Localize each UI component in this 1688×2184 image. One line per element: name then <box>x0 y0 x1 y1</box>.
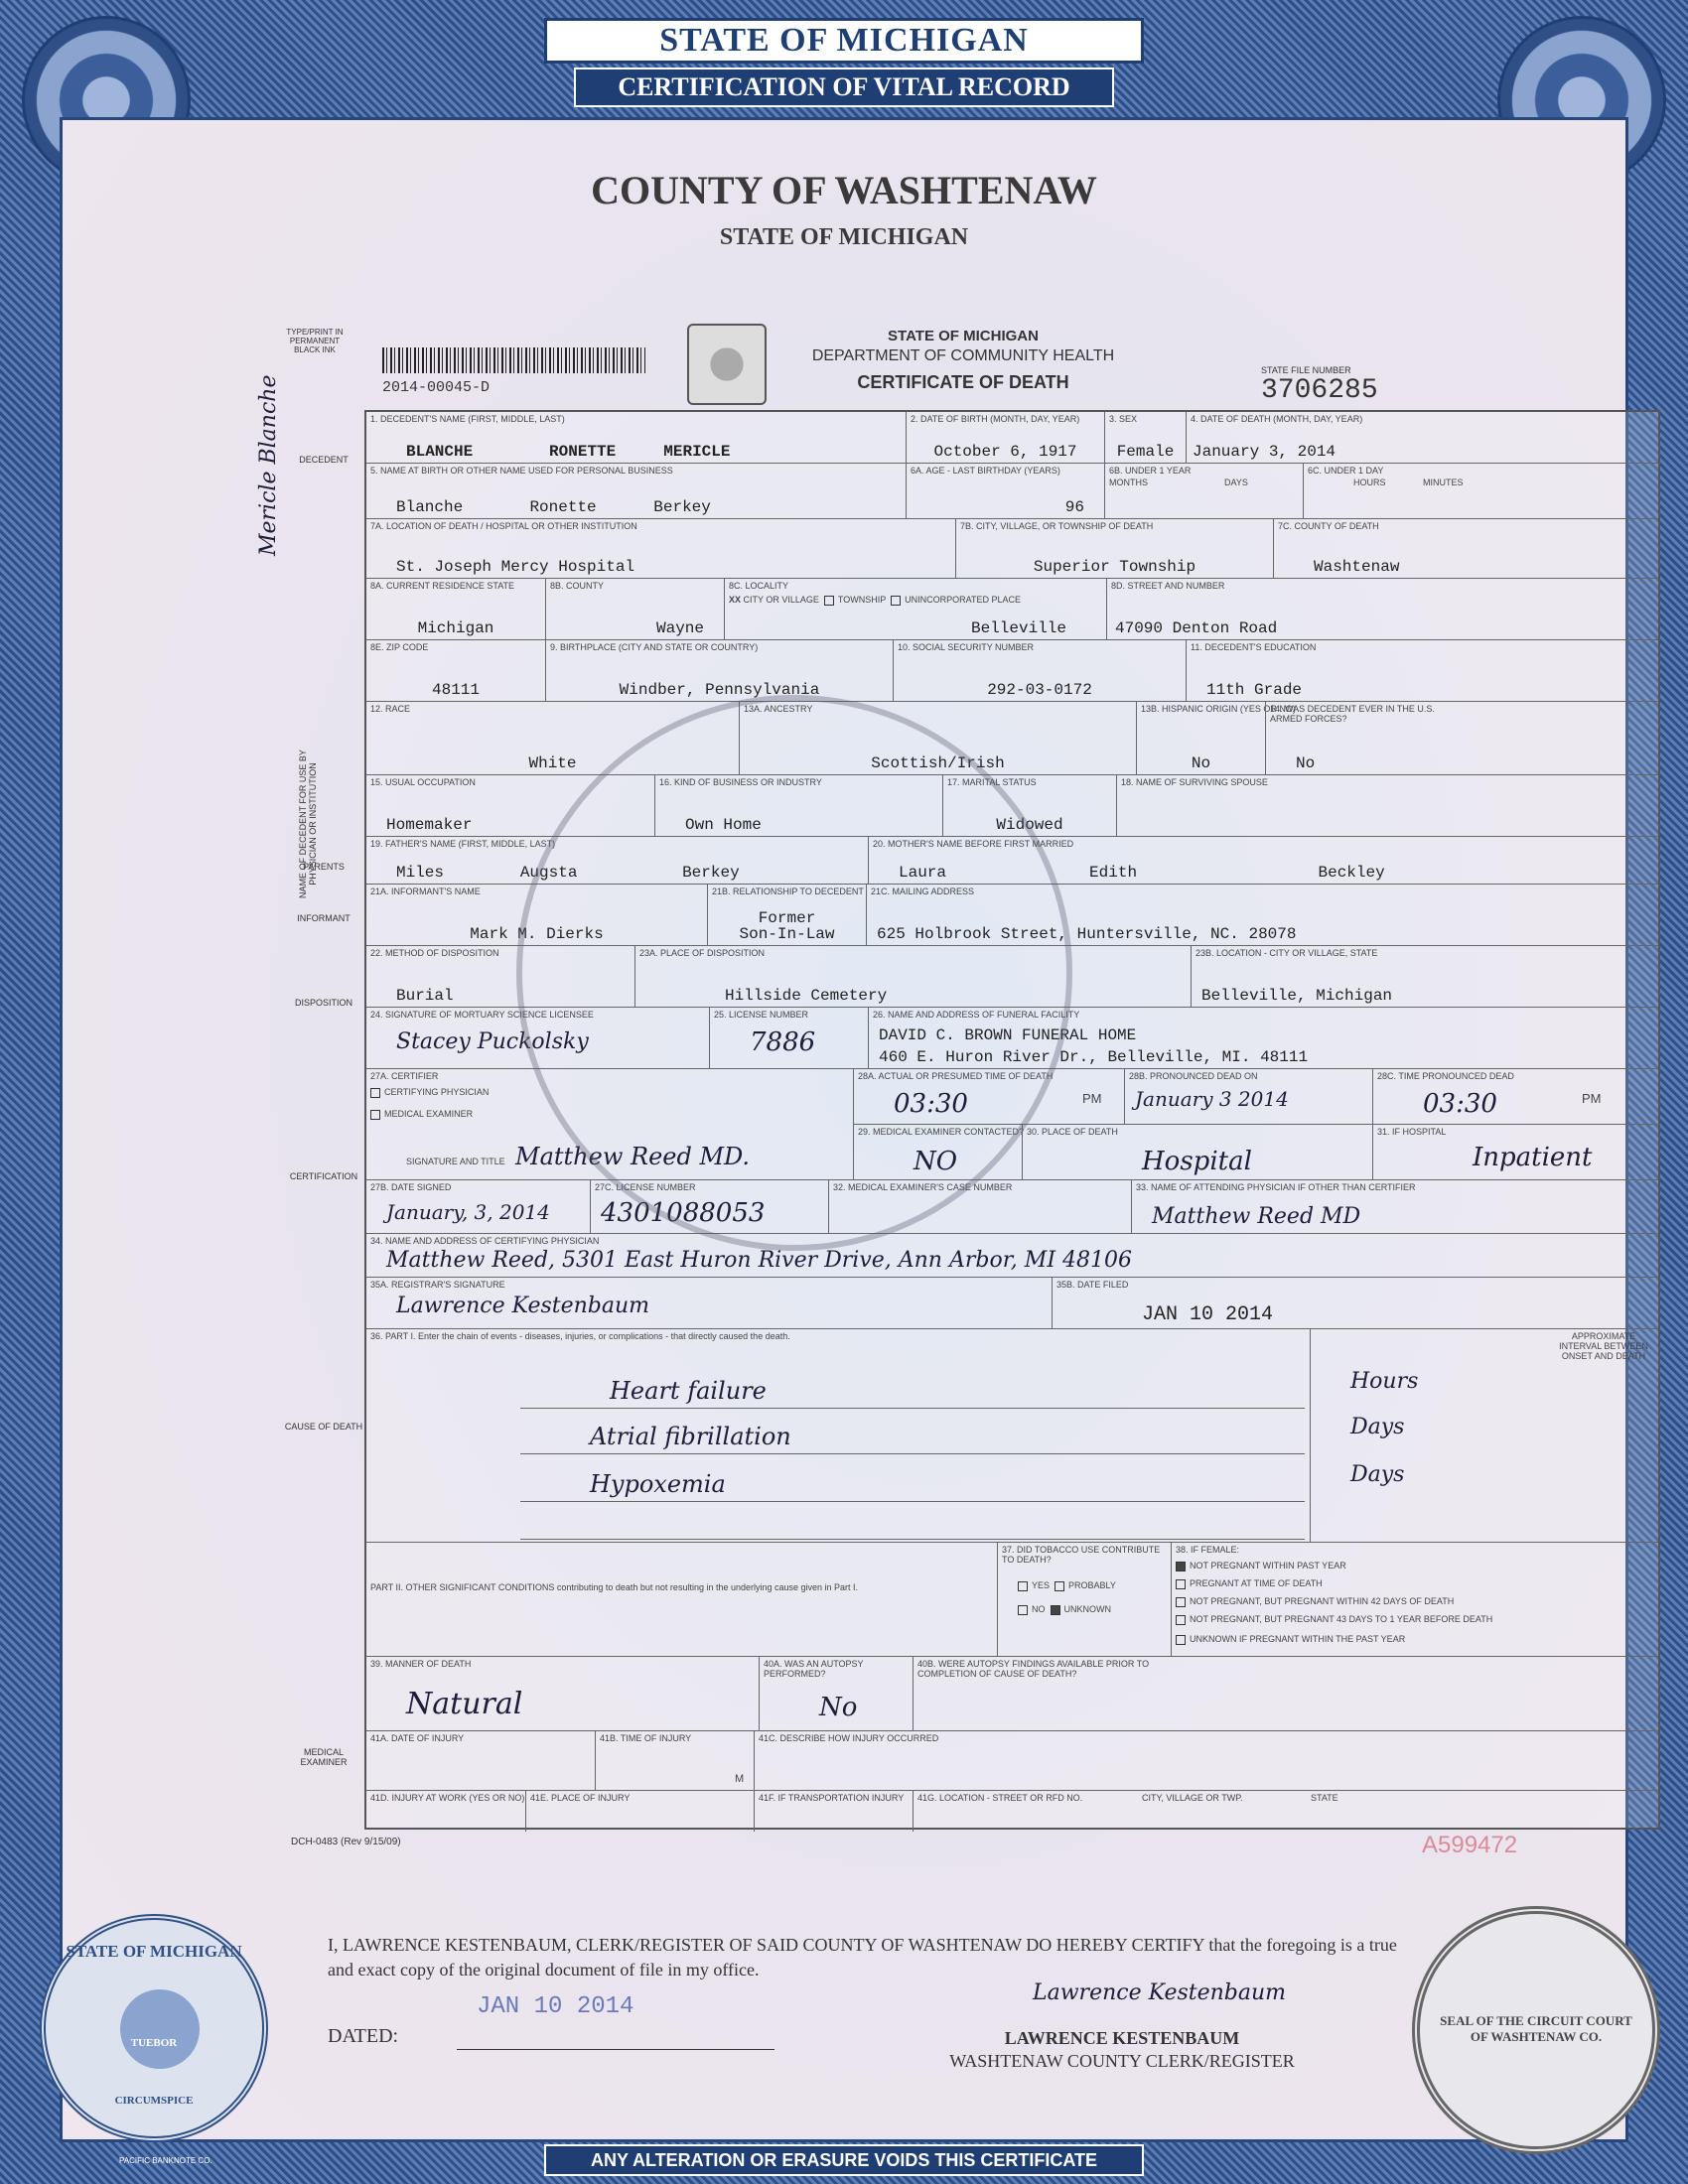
state-seal <box>40 1914 268 2142</box>
court-seal-text: SEAL OF THE CIRCUIT COURT OF WASHTENAW CO. <box>1440 2013 1632 2044</box>
checkbox-female-4[interactable] <box>1176 1615 1186 1625</box>
armed-forces-value: No <box>1296 754 1316 772</box>
section-parents: PARENTS <box>303 862 345 872</box>
checkbox-medical-examiner[interactable] <box>370 1110 380 1120</box>
form-row: 12. RACE White 13A. ANCESTRY Scottish/Irish 13B. HISPANIC ORIGIN (YES OR NO) No 14. WAS DECEDENT EVER IN THE U.S. ARMED FORCES? No <box>366 702 1658 775</box>
checkbox-female-3[interactable] <box>1176 1597 1186 1607</box>
residence-state-value: Michigan <box>417 619 494 637</box>
section-name-of-decedent: NAME OF DECEDENT FOR USE BY PHYSICIAN OR INSTITUTION <box>298 750 318 898</box>
local-number: 2014-00045-D <box>382 379 491 396</box>
locality-mark: XX <box>729 595 742 605</box>
form-row: 8A. CURRENT RESIDENCE STATE Michigan 8B. COUNTY Wayne 8C. LOCALITY XX CITY OR VILLAGE TOWNSHIP UNINCORPORATED PLACE Belleville 8D. STREET AND NUMBER 47090 Denton Road <box>366 579 1658 640</box>
registrar-signature: Lawrence Kestenbaum <box>396 1294 650 1318</box>
form-row: PART II. OTHER SIGNIFICANT CONDITIONS contributing to death but not resulting in the underlying cause given in Part I. 37. DID TOBACCO USE CONTRIBUTE TO DEATH? YES PROBABLY NO UNKNOWN 38. IF FEMALE: NOT PREGNANT WITHIN PAST YEAR PREGNANT AT TIME OF DEATH NOT PREGNANT, BUT PREGNANT WITHIN 42 DAYS OF DEATH NOT PREGNANT, BUT PREGNANT 43 DAYS TO 1 YEAR BEFORE DEATH UNKNOWN IF PREGNANT WITHIN THE PAST YEAR <box>366 1543 1658 1657</box>
pronounced-dead-date: January 3 2014 <box>1135 1087 1289 1111</box>
mortuary-signature: Stacey Puckolsky <box>396 1029 589 1054</box>
race-value: White <box>528 754 577 772</box>
form-row: 22. METHOD OF DISPOSITION Burial 23A. PLACE OF DISPOSITION Hillside Cemetery 23B. LOCATION - CITY OR VILLAGE, STATE Belleville, Michigan <box>366 946 1658 1008</box>
form-row: 21A. INFORMANT'S NAME Mark M. Dierks 21B. RELATIONSHIP TO DECEDENT Former Son-In-Law 21C. MAILING ADDRESS 625 Holbrook Street, Huntersville, NC. 28078 <box>366 885 1658 946</box>
zip-value: 48111 <box>431 681 480 699</box>
checkbox-certifying-physician[interactable] <box>370 1088 380 1098</box>
printer-mark: PACIFIC BANKNOTE CO. <box>119 2156 212 2165</box>
father-last: Berkey <box>682 864 740 882</box>
form-row: 1. DECEDENT'S NAME (FIRST, MIDDLE, LAST) BLANCHE RONETTE MERICLE 2. DATE OF BIRTH (MONTH, DAY, YEAR) October 6, 1917 3. SEX Female 4. DATE OF DEATH (MONTH, DAY, YEAR) January 3, 2014 <box>366 412 1658 464</box>
ssn-value: 292-03-0172 <box>987 681 1092 699</box>
coat-of-arms-icon <box>120 1989 200 2069</box>
state-seal-bottom: CIRCUMSPICE <box>114 2095 194 2107</box>
name-first: BLANCHE <box>406 443 474 461</box>
father-middle: Augsta <box>519 864 578 882</box>
aka-first: Blanche <box>396 498 464 516</box>
aka-middle: Ronette <box>529 498 597 516</box>
funeral-home-name: DAVID C. BROWN FUNERAL HOME <box>879 1026 1137 1044</box>
residence-county-value: Wayne <box>655 619 704 637</box>
name-last: MERICLE <box>663 443 731 461</box>
sex-value: Female <box>1116 443 1175 461</box>
ancestry-value: Scottish/Irish <box>871 754 1005 772</box>
certification-statement: I, LAWRENCE KESTENBAUM, CLERK/REGISTER OF SAID COUNTY OF WASHTENAW DO HEREBY CERTIFY that the foregoing is a true and exact copy of the original document of file in my office. <box>328 1935 1397 1979</box>
form-row: 36. PART I. Enter the chain of events - diseases, injuries, or complications - that directly caused the death. Heart failure Atrial fibrillation Hypoxemia APPROXIMATE INTERVAL BETWEEN ONSET AND DEATH Hours Days Days <box>366 1329 1658 1543</box>
manner-of-death-value: Natural <box>406 1687 523 1721</box>
mother-first: Laura <box>899 864 947 882</box>
checkbox-female-2[interactable] <box>1176 1579 1186 1589</box>
interval-c: Days <box>1350 1462 1405 1487</box>
form-row: 7A. LOCATION OF DEATH / HOSPITAL OR OTHER INSTITUTION St. Joseph Mercy Hospital 7B. CITY, VILLAGE, OR TOWNSHIP OF DEATH Superior Township 7C. COUNTY OF DEATH Washtenaw <box>366 519 1658 579</box>
industry-value: Own Home <box>685 816 762 834</box>
section-medical-examiner: MEDICAL EXAMINER <box>300 1747 348 1767</box>
disposition-place-value: Hillside Cemetery <box>725 987 888 1005</box>
age-value: 96 <box>1064 498 1084 516</box>
dod-value: January 3, 2014 <box>1193 443 1336 461</box>
side-handwritten-note: Mericle Blanche <box>256 374 281 556</box>
ink-note: TYPE/PRINT IN PERMANENT BLACK INK <box>286 328 344 354</box>
county-stamp-icon <box>516 695 1072 1251</box>
date-signed-value: January, 3, 2014 <box>386 1200 550 1224</box>
checkbox[interactable] <box>891 596 901 606</box>
checkbox-tobacco-probably[interactable] <box>1055 1581 1064 1591</box>
date-filed-value: JAN 10 2014 <box>1142 1303 1274 1326</box>
aka-last: Berkey <box>653 498 711 516</box>
relationship-line2: Son-In-Law <box>739 925 835 943</box>
disposition-method-value: Burial <box>396 987 454 1005</box>
dob-value: October 6, 1917 <box>933 443 1077 461</box>
certifier-address-value: Matthew Reed, 5301 East Huron River Drive, Ann Arbor, MI 48106 <box>386 1248 1132 1273</box>
if-hospital-value: Inpatient <box>1473 1143 1593 1172</box>
section-decedent: DECEDENT <box>299 455 349 465</box>
serial-number: A599472 <box>1422 1832 1518 1858</box>
time-pronounced: 03:30 <box>1423 1089 1497 1119</box>
dated-value: JAN 10 2014 <box>477 1993 634 2020</box>
checkbox-tobacco-yes[interactable] <box>1018 1581 1028 1591</box>
form-row: 41D. INJURY AT WORK (YES OR NO) 41E. PLACE OF INJURY 41F. IF TRANSPORTATION INJURY 41G. LOCATION - STREET OR RFD NO. CITY, VILLAGE OR TWP. STATE <box>366 1791 1658 1832</box>
certifier-signature: Matthew Reed MD. <box>515 1143 751 1170</box>
state-title: STATE OF MICHIGAN <box>719 224 969 250</box>
location-value: St. Joseph Mercy Hospital <box>396 558 635 576</box>
form-row: 19. FATHER'S NAME (FIRST, MIDDLE, LAST) Miles Augsta Berkey 20. MOTHER'S NAME BEFORE FIRST MARRIED Laura Edith Beckley <box>366 837 1658 885</box>
dated-label: DATED: <box>328 2025 399 2047</box>
form-row: 39. MANNER OF DEATH Natural 40A. WAS AN AUTOPSY PERFORMED? No 40B. WERE AUTOPSY FINDINGS AVAILABLE PRIOR TO COMPLETION OF CAUSE OF DEATH? <box>366 1657 1658 1731</box>
mother-last: Beckley <box>1318 864 1385 882</box>
informant-value: Mark M. Dierks <box>470 925 604 943</box>
cause-c: Hypoxemia <box>590 1470 726 1498</box>
form-row: 24. SIGNATURE OF MORTUARY SCIENCE LICENSEE Stacey Puckolsky 25. LICENSE NUMBER 7886 26. NAME AND ADDRESS OF FUNERAL FACILITY DAVID C. BROWN FUNERAL HOME 460 E. Huron River Dr., Belleville, MI. 48111 <box>366 1008 1658 1069</box>
place-of-death-value: Hospital <box>1142 1147 1252 1176</box>
mailing-address-value: 625 Holbrook Street, Huntersville, NC. 28078 <box>877 925 1297 943</box>
file-number-label: STATE FILE NUMBER <box>1261 365 1351 375</box>
form-row: 15. USUAL OCCUPATION Homemaker 16. KIND OF BUSINESS OR INDUSTRY Own Home 17. MARITAL STATUS Widowed 18. NAME OF SURVIVING SPOUSE <box>366 775 1658 837</box>
city-of-death-value: Superior Township <box>1033 558 1196 576</box>
clerk-title: WASHTENAW COUNTY CLERK/REGISTER <box>949 2051 1295 2071</box>
interval-b: Days <box>1350 1415 1405 1439</box>
banner-subtitle: CERTIFICATION OF VITAL RECORD <box>574 68 1114 107</box>
form-title: CERTIFICATE OF DEATH <box>857 372 1069 392</box>
form-row: 27B. DATE SIGNED January, 3, 2014 27C. LICENSE NUMBER 4301088053 32. MEDICAL EXAMINER'S CASE NUMBER 33. NAME OF ATTENDING PHYSICIAN IF OTHER THAN CERTIFIER Matthew Reed MD <box>366 1180 1658 1234</box>
form-row: 41A. DATE OF INJURY 41B. TIME OF INJURY M 41C. DESCRIBE HOW INJURY OCCURRED <box>366 1731 1658 1791</box>
mother-middle: Edith <box>1089 864 1138 882</box>
funeral-home-address: 460 E. Huron River Dr., Belleville, MI. 48111 <box>879 1048 1309 1066</box>
birthplace-value: Windber, Pennsylvania <box>619 681 820 699</box>
checkbox-female-5[interactable] <box>1176 1635 1186 1645</box>
clerk-name: LAWRENCE KESTENBAUM <box>1004 2028 1240 2048</box>
cause-a: Heart failure <box>610 1377 767 1405</box>
file-number: 3706285 <box>1261 375 1378 406</box>
hispanic-value: No <box>1191 754 1211 772</box>
license-value: 7886 <box>750 1027 816 1057</box>
father-first: Miles <box>396 864 445 882</box>
autopsy-value: No <box>819 1693 858 1722</box>
form-row: 5. NAME AT BIRTH OR OTHER NAME USED FOR PERSONAL BUSINESS Blanche Ronette Berkey 6A. AGE - LAST BIRTHDAY (YEARS) 96 6B. UNDER 1 YEAR MONTHS DAYS 6C. UNDER 1 DAY HOURS MINUTES <box>366 464 1658 519</box>
form-state: STATE OF MICHIGAN <box>888 328 1039 344</box>
section-informant: INFORMANT <box>297 913 351 923</box>
checkbox-female-1[interactable] <box>1176 1562 1186 1571</box>
interval-a: Hours <box>1350 1369 1419 1394</box>
form-row: 8E. ZIP CODE 48111 9. BIRTHPLACE (CITY AND STATE OR COUNTRY) Windber, Pennsylvania 10. SOCIAL SECURITY NUMBER 292-03-0172 11. DECEDENT'S EDUCATION 11th Grade <box>366 640 1658 702</box>
state-seal-motto: TUEBOR <box>130 2037 178 2049</box>
county-title: COUNTY OF WASHTENAW <box>591 168 1097 212</box>
name-middle: RONETTE <box>549 443 617 461</box>
section-certification: CERTIFICATION <box>289 1171 358 1181</box>
county-of-death-value: Washtenaw <box>1314 558 1400 576</box>
checkbox[interactable] <box>824 596 834 606</box>
form-row: 27A. CERTIFIER CERTIFYING PHYSICIAN MEDICAL EXAMINER SIGNATURE AND TITLE Matthew Reed MD. 28A. ACTUAL OR PRESUMED TIME OF DEATH 03:30 PM 28B. PRONOUNCED DEAD ON January 3 2014 28C. TIME PRONOUNCED DEAD 03:30 PM 29. MEDICAL EXAMINER CONTACTED? NO 30. PLACE OF DEATH Hospital 31. IF HOSPITAL Inpatient <box>366 1069 1658 1180</box>
form-row: 34. NAME AND ADDRESS OF CERTIFYING PHYSICIAN Matthew Reed, 5301 East Huron River Drive, Ann Arbor, MI 48106 <box>366 1234 1658 1278</box>
education-value: 11th Grade <box>1206 681 1303 699</box>
time-of-death: 03:30 <box>894 1089 968 1119</box>
michigan-seal-icon <box>687 324 767 405</box>
attending-physician-value: Matthew Reed MD <box>1152 1204 1361 1229</box>
relationship-line1: Former <box>758 909 816 927</box>
occupation-value: Homemaker <box>386 816 473 834</box>
checkbox-tobacco-no[interactable] <box>1018 1605 1028 1615</box>
form-row: 35A. REGISTRAR'S SIGNATURE Lawrence Kestenbaum 35B. DATE FILED JAN 10 2014 <box>366 1278 1658 1329</box>
street-value: 47090 Denton Road <box>1115 619 1278 637</box>
marital-value: Widowed <box>996 816 1063 834</box>
cause-b: Atrial fibrillation <box>590 1423 791 1450</box>
clerk-signature: Lawrence Kestenbaum <box>1033 1980 1287 2005</box>
license-number-value: 4301088053 <box>601 1198 766 1228</box>
court-seal <box>1412 1906 1660 2154</box>
disposition-location-value: Belleville, Michigan <box>1201 987 1393 1005</box>
checkbox-tobacco-unknown[interactable] <box>1051 1605 1060 1615</box>
state-seal-text: STATE OF MICHIGAN <box>66 1942 242 1961</box>
form-number: DCH-0483 (Rev 9/15/09) <box>291 1837 401 1847</box>
section-cause: CAUSE OF DEATH <box>284 1422 363 1432</box>
section-disposition: DISPOSITION <box>294 998 352 1008</box>
banner-title: STATE OF MICHIGAN <box>544 18 1144 64</box>
barcode-icon <box>382 347 645 373</box>
locality-value: Belleville <box>970 619 1066 637</box>
footer-warning: ANY ALTERATION OR ERASURE VOIDS THIS CERTIFICATE <box>544 2144 1144 2176</box>
me-contacted-value: NO <box>914 1147 958 1176</box>
form-dept: DEPARTMENT OF COMMUNITY HEALTH <box>811 347 1115 364</box>
